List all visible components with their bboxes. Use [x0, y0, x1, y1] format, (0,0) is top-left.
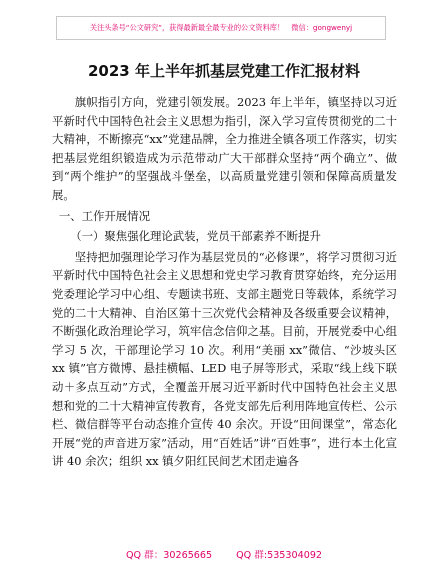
qq-group-2: QQ 群:535304092 — [236, 550, 323, 561]
document-body — [52, 93, 397, 471]
promo-banner-text: 关注头条号“公文研究”，获得最新最全最专业的公文资料库！ 微信：gongwenyj — [89, 23, 353, 32]
subsection-heading: （一）聚焦强化理论武装，党员干部素养不断提升 — [70, 229, 321, 244]
section-heading: 一、工作开展情况 — [58, 208, 150, 223]
document-title: 2023 年上半年抓基层党建工作汇报材料 — [88, 62, 360, 80]
subsection-paragraph: 坚持把加强理论学习作为基层党员的“必修课”，将学习贯彻习近平新时代中国特色社会主义思想和党史学习教育贯穿始终，充分运用党委理论学习中心组、专题读书班、支部主题党日等载体，系统学习党的二十大精神、自治区第十三次党代会精神及各级重要会议精神，不断强化政治理论学习，筑牢信念信仰之基。目前，开展党委中心组学习 5 次，干部理论学习 10 次。利用“美丽 xx”微信、“沙坡头区 xx 镇”官方微博、悬挂横幅、LED 电子屏等形式，采取“线上线下联动＋多点互动”方式，全覆盖开展习近平新时代中国特色社会主义思想和党的二十大精神宣传教育，各党支部先后利用阵地宣传栏、公示栏、微信群等平台动态推介宣传 40 余次。开设“田间课堂”，常态化开展“党的声音进万家”活动，用“百姓话”讲“百姓事”，进行本土化宣讲 40 余次；组织 xx 镇夕阳红民间艺术团走遍各 — [52, 249, 397, 469]
promo-banner — [56, 16, 386, 40]
footer-contact — [0, 547, 448, 561]
qq-group-1: QQ 群：30265665 — [125, 550, 213, 561]
intro-paragraph: 旗帜指引方向，党建引领发展。2023 年上半年，镇坚持以习近平新时代中国特色社会主义思想为指引，深入学习宣传贯彻党的二十大精神，不断擦亮“xx”党建品牌，全力推进全镇各项工作落实，切实把基层党组织锻造成为示范带动广大干部群众坚持“两个确立”、做到“两个维护”的坚强战斗堡垒，以高质量党建引领和保障高质量发展。 — [52, 95, 397, 202]
